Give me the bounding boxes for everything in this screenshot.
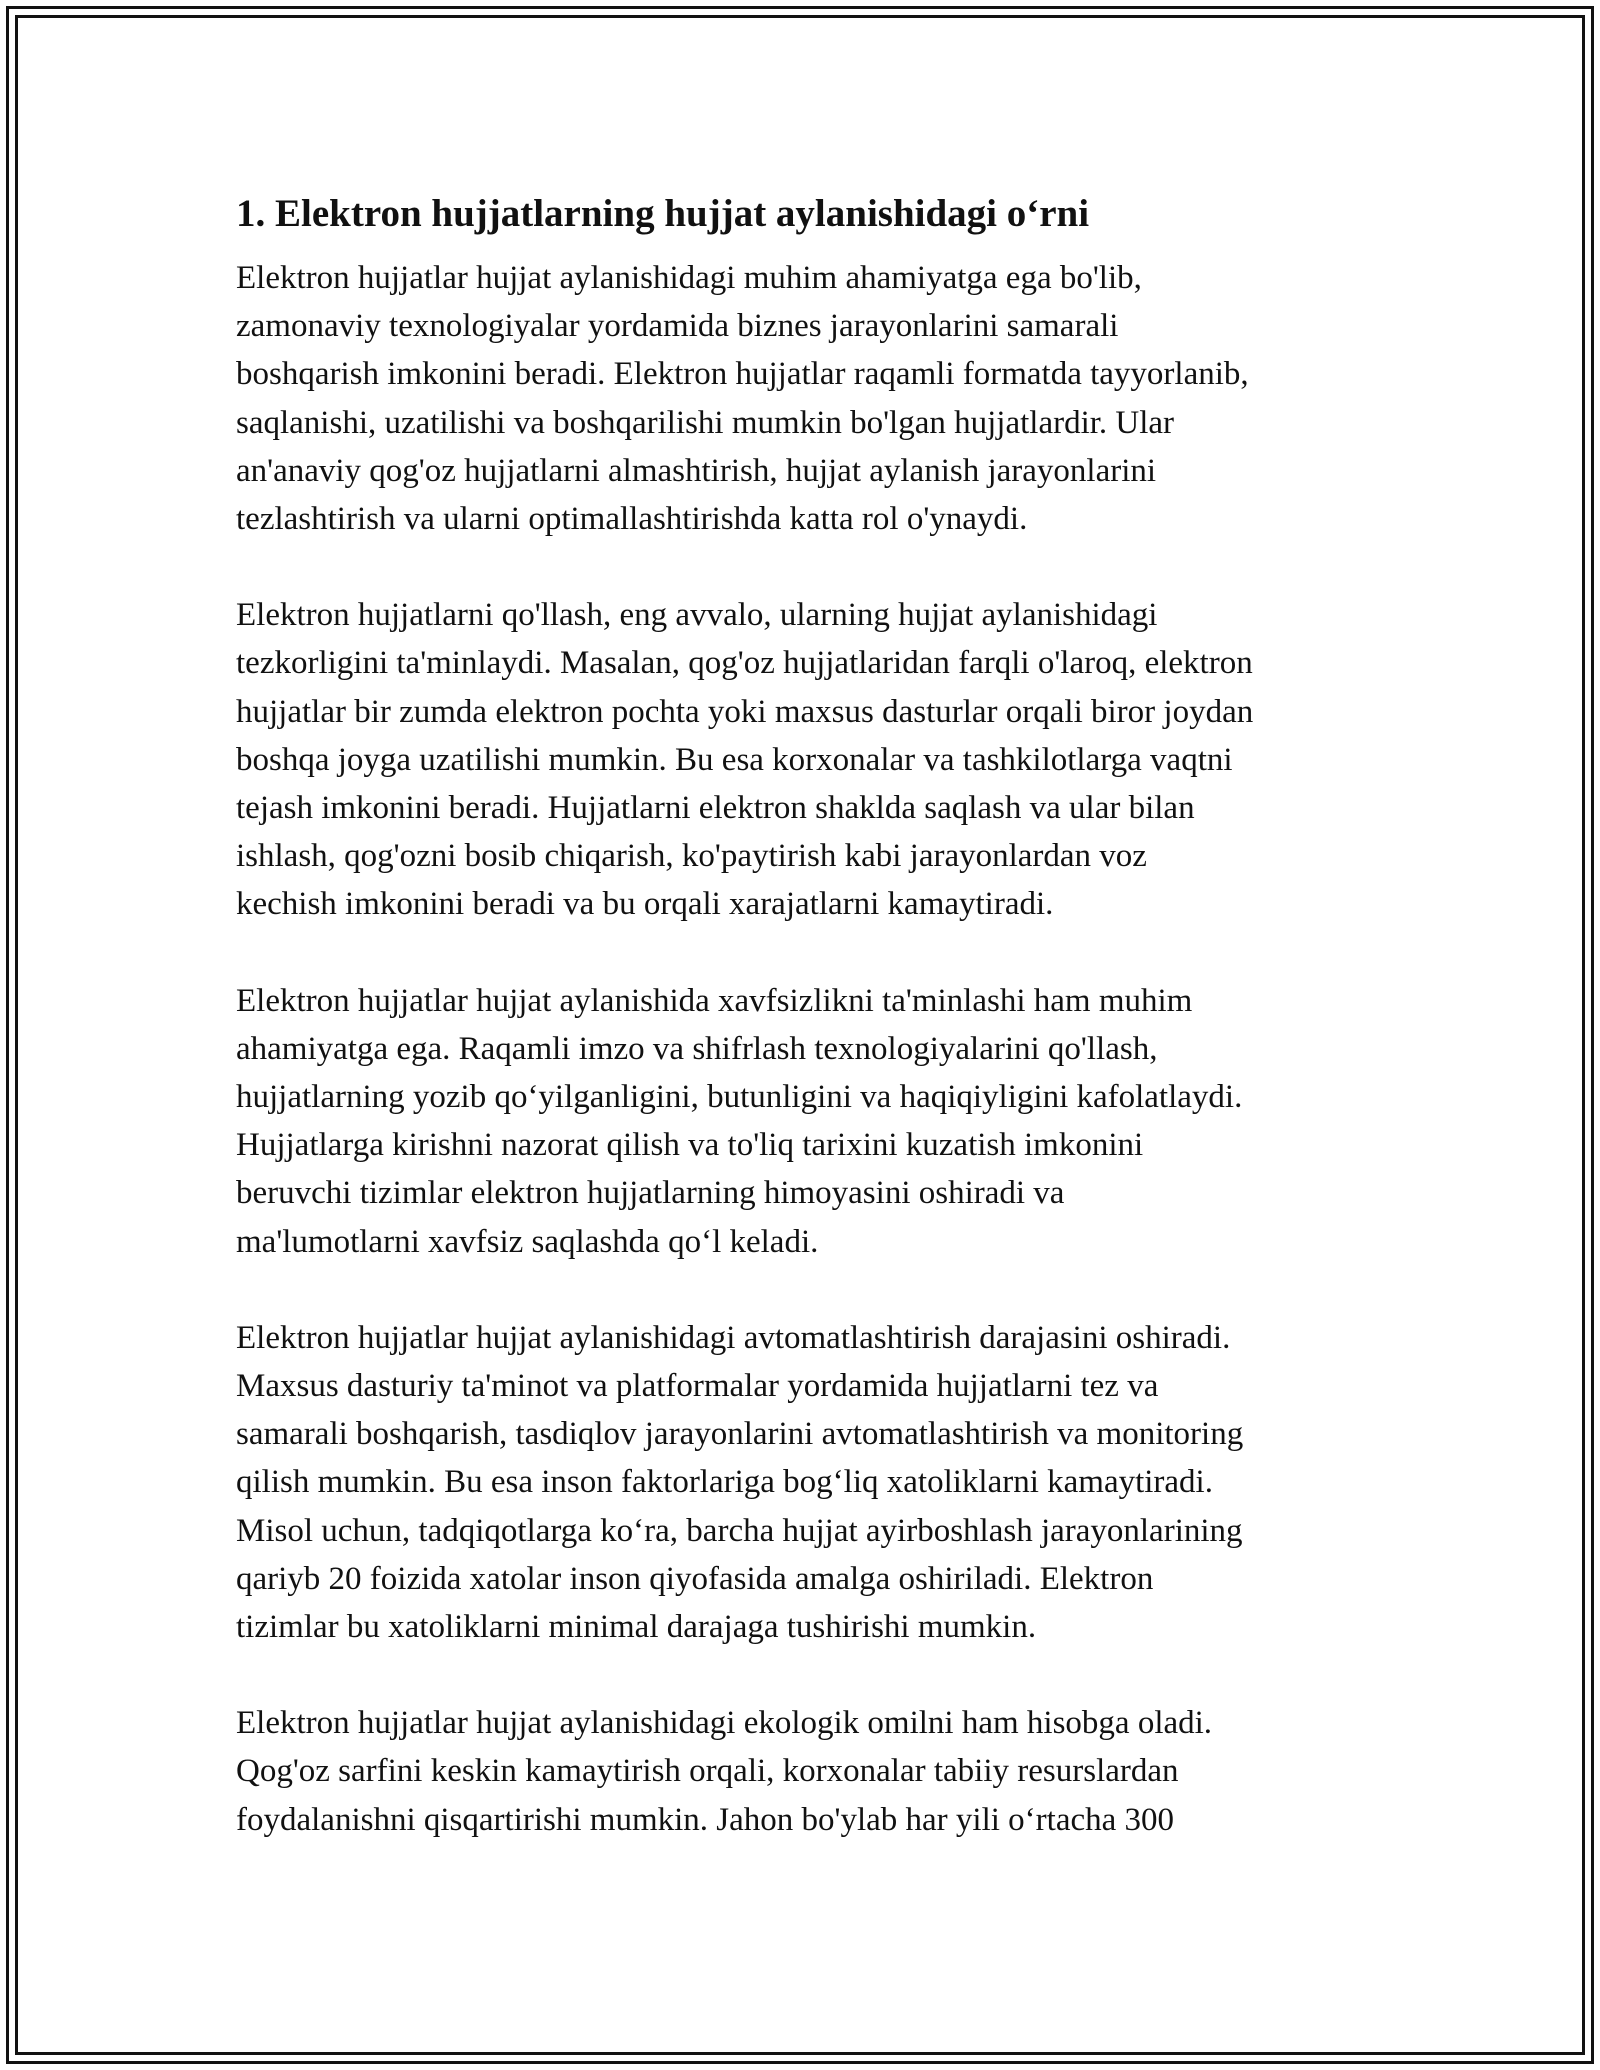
paragraph-4 (236, 1314, 1386, 1651)
text-line: Qog'oz sarfini keskin kamaytirish orqali, korxonalar tabiiy resurslardan (236, 1753, 1179, 1790)
text-line: kechish imkonini beradi va bu orqali xarajatlarni kamaytiradi. (236, 886, 1054, 923)
text-line: zamonaviy texnologiyalar yordamida biznes jarayonlarini samarali (236, 308, 1119, 345)
text-line: tezkorligini ta'minlaydi. Masalan, qog'oz hujjatlaridan farqli o'laroq, elektron (236, 645, 1253, 682)
text-line: saqlanishi, uzatilishi va boshqarilishi mumkin bo'lgan hujjatlardir. Ular (236, 404, 1175, 441)
document-body (236, 186, 1386, 1892)
text-line: ma'lumotlarni xavfsiz saqlashda qo‘l keladi. (236, 1223, 819, 1260)
text-line: qilish mumkin. Bu esa inson faktorlariga bog‘liq xatoliklarni kamaytiradi. (236, 1464, 1213, 1501)
paragraph-1 (236, 254, 1386, 543)
text-line: boshqarish imkonini beradi. Elektron hujjatlar raqamli formatda tayyorlanib, (236, 356, 1249, 393)
text-line: ishlash, qog'ozni bosib chiqarish, ko'paytirish kabi jarayonlardan voz (236, 838, 1147, 875)
text-line: Maxsus dasturiy ta'minot va platformalar yordamida hujjatlarni tez va (236, 1368, 1159, 1405)
text-line: boshqa joyga uzatilishi mumkin. Bu esa korxonalar va tashkilotlarga vaqtni (236, 741, 1233, 778)
text-line: hujjatlar bir zumda elektron pochta yoki maxsus dasturlar orqali biror joydan (236, 693, 1254, 730)
paragraph-3 (236, 977, 1386, 1266)
text-line: an'anaviy qog'oz hujjatlarni almashtirish, hujjat aylanish jarayonlarini (236, 452, 1157, 489)
text-line: Elektron hujjatlar hujjat aylanishida xavfsizlikni ta'minlashi ham muhim (236, 982, 1193, 1019)
text-line: Elektron hujjatlar hujjat aylanishidagi avtomatlashtirish darajasini oshiradi. (236, 1319, 1231, 1356)
text-line: Elektron hujjatlar hujjat aylanishidagi ekologik omilni ham hisobga oladi. (236, 1705, 1213, 1742)
text-line: qariyb 20 foizida xatolar inson qiyofasida amalga oshiriladi. Elektron (236, 1560, 1154, 1597)
text-line: Misol uchun, tadqiqotlarga ko‘ra, barcha hujjat ayirboshlash jarayonlarining (236, 1512, 1243, 1549)
text-line: tezlashtirish va ularni optimallashtirishda katta rol o'ynaydi. (236, 501, 1028, 538)
section-heading: 1. Elektron hujjatlarning hujjat aylanishidagi o‘rni (236, 192, 1090, 235)
text-line: tizimlar bu xatoliklarni minimal darajaga tushirishi mumkin. (236, 1609, 1037, 1646)
text-line: ahamiyatga ega. Raqamli imzo va shifrlash texnologiyalarini qo'llash, (236, 1030, 1158, 1067)
text-line: Elektron hujjatlarni qo'llash, eng avvalo, ularning hujjat aylanishidagi (236, 597, 1158, 634)
text-line: Elektron hujjatlar hujjat aylanishidagi muhim ahamiyatga ega bo'lib, (236, 260, 1142, 296)
text-line: foydalanishni qisqartirishi mumkin. Jahon bo'ylab har yili o‘rtacha 300 (236, 1801, 1175, 1838)
text-line: tejash imkonini beradi. Hujjatlarni elektron shaklda saqlash va ular bilan (236, 790, 1195, 827)
text-line: Hujjatlarga kirishni nazorat qilish va to'liq tarixini kuzatish imkonini (236, 1127, 1144, 1164)
paragraph-2 (236, 591, 1386, 928)
text-line: samarali boshqarish, tasdiqlov jarayonlarini avtomatlashtirish va monitoring (236, 1416, 1244, 1453)
text-line: hujjatlarning yozib qo‘yilganligini, butunligini va haqiqiyligini kafolatlaydi. (236, 1079, 1243, 1116)
text-line: beruvchi tizimlar elektron hujjatlarning himoyasini oshiradi va (236, 1175, 1065, 1212)
paragraph-5 (236, 1699, 1386, 1844)
